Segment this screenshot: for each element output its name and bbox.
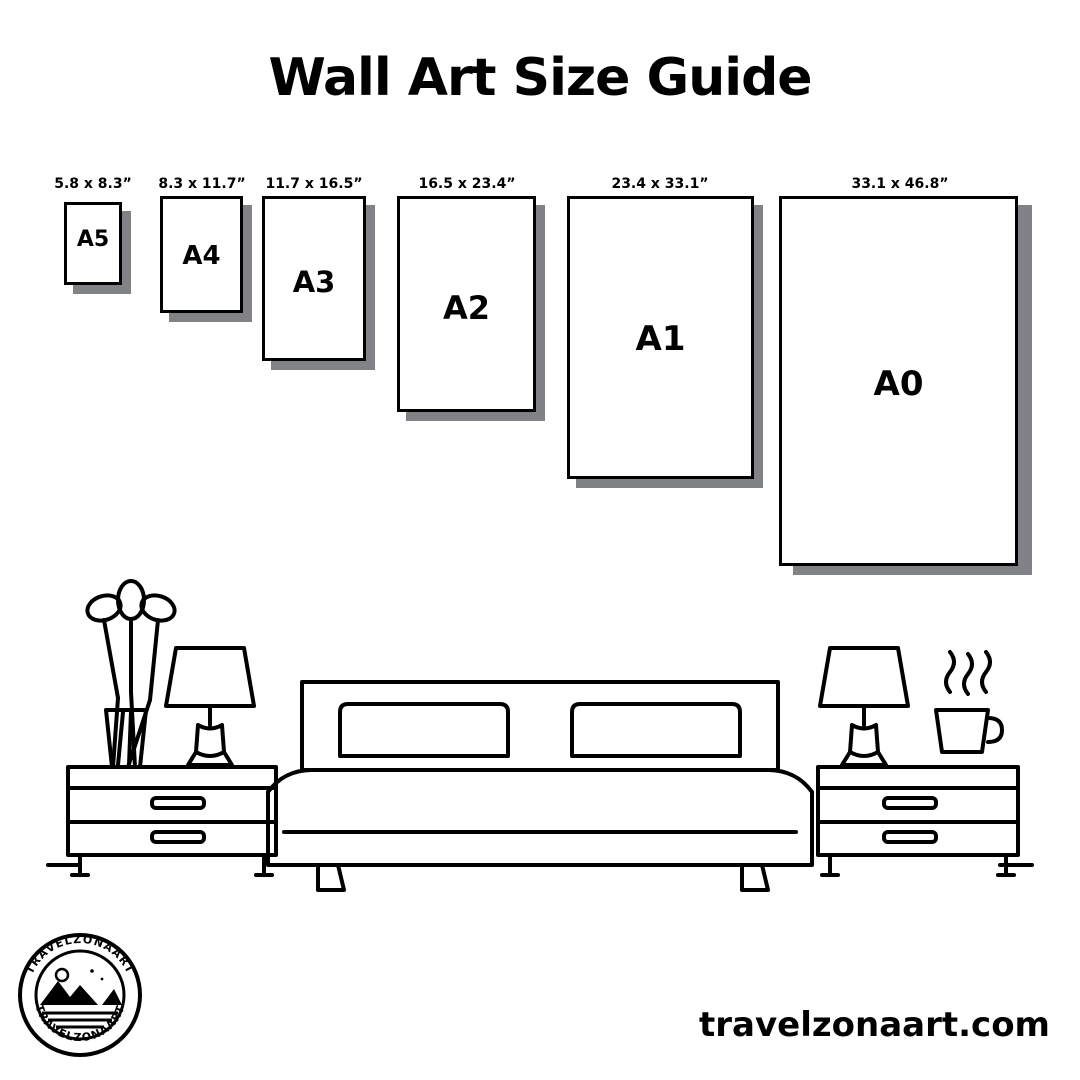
right-lamp — [820, 648, 908, 765]
frame-a4-box — [160, 196, 243, 313]
frame-a3-dimensions: 11.7 x 16.5” — [265, 176, 363, 192]
frame-a3-box — [262, 196, 366, 361]
frame-a2-box — [397, 196, 536, 412]
frame-a3-label: A3 — [292, 265, 336, 299]
brand-logo — [10, 925, 150, 1065]
frame-a1-label: A1 — [635, 319, 686, 359]
bed — [268, 682, 812, 890]
frame-a1-dimensions: 23.4 x 33.1” — [611, 176, 709, 192]
site-url: travelzonaart.com — [699, 1005, 1050, 1045]
plant-vase — [84, 581, 178, 767]
frame-a2-label: A2 — [442, 289, 491, 327]
svg-text:TRAVELZONAART — [32, 1003, 127, 1044]
frame-a2-dimensions: 16.5 x 23.4” — [418, 176, 516, 192]
left-nightstand — [68, 767, 276, 875]
bedroom-illustration — [0, 560, 1080, 920]
frame-a0-dimensions: 33.1 x 46.8” — [851, 176, 949, 192]
frame-a4-label: A4 — [182, 241, 221, 271]
left-lamp — [166, 648, 254, 765]
coffee-cup — [936, 652, 1002, 752]
right-nightstand — [818, 767, 1018, 875]
frame-a4-dimensions: 8.3 x 11.7” — [158, 176, 246, 192]
frame-a0-box — [779, 196, 1018, 566]
svg-text:TRAVELZONAART — [23, 933, 137, 976]
page-title: Wall Art Size Guide — [268, 48, 812, 108]
frame-a0-label: A0 — [873, 364, 924, 404]
frame-a5-label: A5 — [76, 227, 110, 252]
frame-a5-box — [64, 202, 122, 285]
frame-a5-dimensions: 5.8 x 8.3” — [54, 176, 132, 192]
logo-text-bottom: TRAVELZONAART — [32, 1002, 128, 1045]
logo-text-top: TRAVELZONAART — [23, 932, 137, 977]
frame-a1-box — [567, 196, 754, 479]
